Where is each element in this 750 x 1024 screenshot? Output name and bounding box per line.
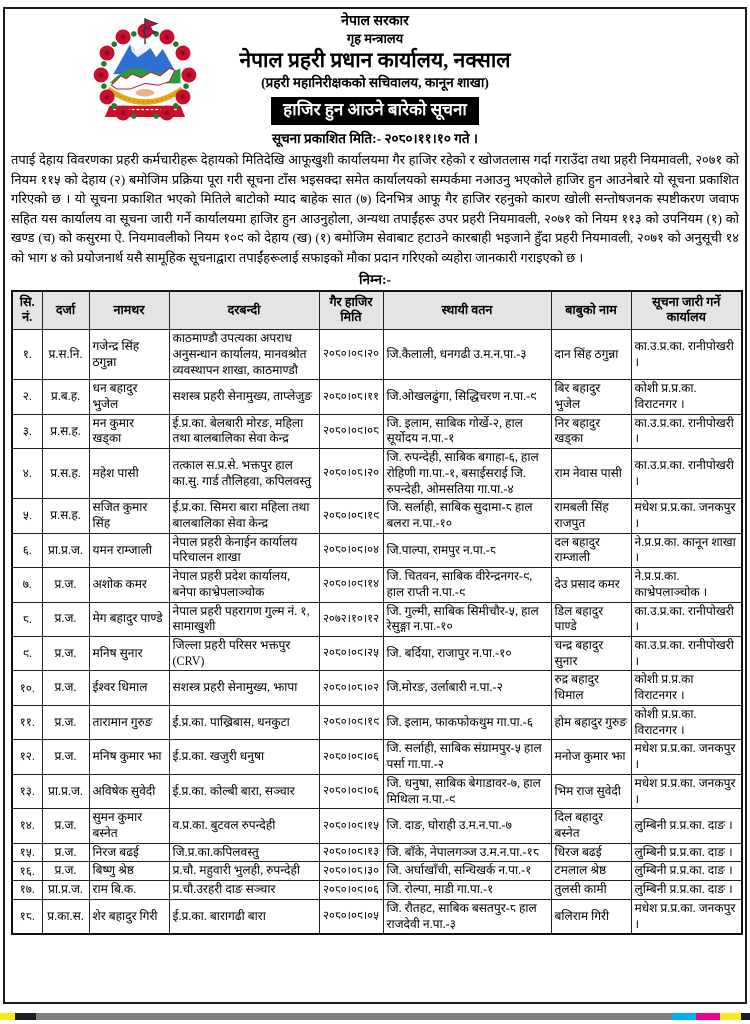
table-cell: जि.ओखलढुंगा, सिद्धिचरण न.पा.-९: [383, 380, 551, 414]
table-cell: मनिष सुनार: [89, 637, 169, 671]
table-cell: प्र.का.स.: [42, 899, 89, 934]
table-cell: २०८०।०९।१९: [319, 705, 383, 739]
table-row: [12, 637, 742, 671]
table-cell: निर बहादुर खड्का: [551, 414, 631, 448]
table-cell: भिम राज सुवेदी: [551, 774, 631, 808]
table-row: [12, 533, 742, 567]
table-cell: १०.: [12, 671, 42, 705]
table-cell: २०८०।०९।१५: [319, 809, 383, 843]
table-cell: का.उ.प्र.का. रानीपोखरी ।: [631, 602, 742, 636]
table-row: [12, 449, 742, 499]
table-cell: बिर बहादुर भुजेल: [551, 380, 631, 414]
table-cell: २०८०।०८।०२: [319, 671, 383, 705]
ministry-line: गृह मन्त्रालय: [346, 30, 404, 46]
table-cell: १२.: [12, 740, 42, 774]
table-cell: का.उ.प्र.का. रानीपोखरी ।: [631, 414, 742, 448]
table-cell: दान सिंह ठगुन्ना: [551, 330, 631, 380]
table-cell: मनिष कुमार झा: [89, 740, 169, 774]
table-cell: २०८०।०९।२५: [319, 637, 383, 671]
table-cell: २०८०।०८।३०: [319, 862, 383, 881]
office-title: नेपाल प्रहरी प्रधान कार्यालय, नक्साल: [239, 47, 511, 72]
absentee-table: [11, 290, 743, 936]
table-cell: तुलसी कामी: [551, 881, 631, 900]
print-bar-segment: [741, 1013, 750, 1020]
print-bar-segment: [0, 1013, 15, 1020]
table-cell: जि. बाँके, नेपालगञ्ज उ.म.न.पा.-१८: [383, 843, 551, 862]
published-date: सूचना प्रकाशित मिति:- २०८०।११।१० गते ।: [271, 130, 479, 146]
table-cell: टमलाल श्रेष्ठ: [551, 862, 631, 881]
table-cell: प्र.ज.: [42, 568, 89, 602]
print-bar-segment: [720, 1013, 741, 1020]
table-cell: अविषेक सुवेदी: [89, 774, 169, 808]
table-cell: सशस्त्र प्रहरी सेनामुख्य, ताप्लेजुङ: [169, 380, 319, 414]
table-cell: ई.प्र.का. खजुरी धनुषा: [169, 740, 319, 774]
column-header: दरबन्दी: [169, 291, 319, 330]
table-cell: मेग बहादुर पाण्डे: [89, 602, 169, 636]
document-frame: [3, 7, 747, 1004]
table-cell: ने.प्र.प्र.का. कानून शाखा ।: [631, 533, 742, 567]
table-cell: २०८०।०९।०५: [319, 899, 383, 934]
table-cell: जि. रोल्पा, माडी गा.पा.-१: [383, 881, 551, 900]
table-row: [12, 862, 742, 881]
table-cell: १४.: [12, 809, 42, 843]
table-cell: मधेश प्र.प्र.का. जनकपुर ।: [631, 740, 742, 774]
table-row: [12, 705, 742, 739]
table-cell: नेपाल प्रहरी पहरागण गुल्म नं. १, सामाखुशी: [169, 602, 319, 636]
table-cell: १३.: [12, 774, 42, 808]
print-bar-segment: [15, 1013, 36, 1020]
table-cell: जि. सर्लाही, साबिक सुदामा-८ हाल बलरा न.पा.-१०: [383, 499, 551, 533]
table-cell: दल बहादुर राम्जाली: [551, 533, 631, 567]
table-cell: शेर बहादुर गिरी: [89, 899, 169, 934]
following-label: निम्न:-: [358, 271, 392, 287]
table-row: [12, 380, 742, 414]
table-cell: ८.: [12, 602, 42, 636]
notice-body-paragraph: तपाई देहाय विवरणका प्रहरी कर्मचारीहरू देहायको मितिदेखि आफूखुशी कार्यालयमा गैर हाजिर रहेको र खोजतलास गर्दा गराउँदा तथा प्रहरी नियमावली, २०७१ को नियम ११५ को देहाय (२) बमोजिम प्रक्रिया पूरा गरी सूचना टाँस भइसक्दा समेत कार्यालयको सम्पर्कमा नआउनु भएकोले हाजिर हुन आउनेबारे यो सूचना प्रकाशित गरिएको छ । यो सूचना प्रकाशित भएको मितिले बाटोको म्याद बाहेक सात (७) दिनभित्र आफू गैर हाजिर रहनुको कारण खोली सन्तोषजनक स्पष्टीकरण जवाफ सहित यस कार्यालय वा सूचना जारी गर्ने कार्यालयमा हाजिर हुन आउनुहोला, अन्यथा तपाईंहरू उपर प्रहरी नियमावली, २०७१ को नियम ११३ को उपनियम (१) को खण्ड (च) को कसुरमा ऐ. नियमावलीको नियम १०९ को देहाय (ख) (१) बमोजिम सेवाबाट हटाउने कारबाही भइजाने हुँदा प्रहरी नियमावली, २०७१ को अनुसूची १४ को भाग ४ को प्रयोजनार्थ यसै सामूहिक सूचनाद्वारा तपाईंहरूलाई सफाइको मौका प्रदान गरिएको व्यहोरा जानकारी गराइएको छ ।: [11, 152, 739, 266]
table-cell: २०८०।०९।२०: [319, 330, 383, 380]
table-cell: प्र.ब.ह.: [42, 380, 89, 414]
table-row: [12, 881, 742, 900]
letterhead: [11, 11, 739, 147]
table-cell: लुम्बिनी प्र.प्र.का. दाङ ।: [631, 843, 742, 862]
table-cell: काठमाण्डौ उपत्यका अपराध अनुसन्धान कार्यालय, मानवश्रोत व्यवस्थापन शाखा, काठमाण्डौ: [169, 330, 319, 380]
secretariat-line: (प्रहरी महानिरीक्षकको सचिवालय, कानून शाखा): [261, 75, 489, 91]
table-cell: ४.: [12, 449, 42, 499]
table-body: [12, 330, 742, 935]
table-cell: ७.: [12, 568, 42, 602]
table-cell: २०८०।०९।०६: [319, 740, 383, 774]
table-cell: २०८०।०९।०८: [319, 414, 383, 448]
table-cell: ६.: [12, 533, 42, 567]
table-row: [12, 774, 742, 808]
nepal-coat-of-arms-icon: [89, 15, 201, 135]
table-cell: नेपाल प्रहरी केनाईन कार्यालय परिचालन शाखा: [169, 533, 319, 567]
table-header: [12, 291, 742, 330]
table-cell: ई.प्र.का. बारागढी बारा: [169, 899, 319, 934]
table-row: [12, 414, 742, 448]
table-cell: बिष्णु श्रेष्ठ: [89, 862, 169, 881]
table-cell: प्र.ज.: [42, 705, 89, 739]
notice-title: हाजिर हुन आउने बारेको सूचना: [271, 97, 479, 125]
table-cell: जि. दाङ, घोराही उ.म.न.पा.-७: [383, 809, 551, 843]
table-cell: २.: [12, 380, 42, 414]
table-cell: प्र.चौ. महुवारी भुलही, रुपन्देही: [169, 862, 319, 881]
table-cell: प्र.ज.: [42, 602, 89, 636]
table-cell: प्र.स.नि.: [42, 330, 89, 380]
column-header: सि. नं.: [12, 291, 42, 330]
table-cell: रुद्र बहादुर धिमाल: [551, 671, 631, 705]
table-cell: प्र.स.ह.: [42, 499, 89, 533]
table-cell: धन बहादुर भुजेल: [89, 380, 169, 414]
table-cell: प्र.ज.: [42, 862, 89, 881]
table-cell: २०८०।०८।२०: [319, 449, 383, 499]
table-cell: ३.: [12, 414, 42, 448]
table-cell: कोशी प्र.प्र.का. विराटनगर ।: [631, 705, 742, 739]
table-cell: मधेश प्र.प्र.का. जनकपुर ।: [631, 499, 742, 533]
table-cell: जि. चितवन, साबिक वीरेन्द्रनगर-९, हाल राप्ती न.पा.-९: [383, 568, 551, 602]
table-cell: लुम्बिनी प्र.प्र.का. दाङ ।: [631, 809, 742, 843]
table-row: [12, 809, 742, 843]
table-cell: जि. धनुषा, साबिक बेगाडावर-७, हाल मिथिला न.पा.-९: [383, 774, 551, 808]
table-cell: सुमन कुमार बस्नेत: [89, 809, 169, 843]
table-cell: ईश्वर धिमाल: [89, 671, 169, 705]
table-cell: ई.प्र.का. सिमरा बारा महिला तथा बालबालिका सेवा केन्द्र: [169, 499, 319, 533]
table-cell: प्र.ज.: [42, 671, 89, 705]
table-cell: १७.: [12, 881, 42, 900]
table-cell: १८.: [12, 899, 42, 934]
table-cell: राम बि.क.: [89, 881, 169, 900]
table-cell: जि. रुपन्देही, साबिक बगाहा-६, हाल रोहिणी गा.पा.-१, बसाईसराई जि. रुपन्देही, ओमसतिया गा.पा.-४: [383, 449, 551, 499]
table-row: [12, 899, 742, 934]
table-cell: प्र.ज.: [42, 740, 89, 774]
print-bar-segment: [672, 1013, 696, 1020]
table-cell: का.उ.प्र.का. रानीपोखरी ।: [631, 330, 742, 380]
column-header: सूचना जारी गर्ने कार्यालय: [631, 291, 742, 330]
table-cell: चन्द्र बहादुर सुनार: [551, 637, 631, 671]
table-cell: प्र.स.ह.: [42, 414, 89, 448]
table-row: [12, 330, 742, 380]
table-cell: कोशी प्र.प्र.का विराटनगर ।: [631, 671, 742, 705]
table-cell: प्र.स.ह.: [42, 449, 89, 499]
table-cell: देउ प्रसाद कमर: [551, 568, 631, 602]
table-cell: रामबली सिंह राजपुत: [551, 499, 631, 533]
table-cell: लुम्बिनी प्र.प्र.का. दाङ ।: [631, 862, 742, 881]
table-cell: जिल्ला प्रहरी परिसर भक्तपुर (CRV): [169, 637, 319, 671]
table-cell: २०८०।०९।०४: [319, 533, 383, 567]
table-cell: २०८०।०९।१९: [319, 499, 383, 533]
table-cell: मन कुमार खड्का: [89, 414, 169, 448]
table-cell: प्र.ज.: [42, 843, 89, 862]
table-cell: मधेश प्र.प्र.का. जनकपुर ।: [631, 774, 742, 808]
table-cell: ९.: [12, 637, 42, 671]
column-header: दर्जा: [42, 291, 89, 330]
table-cell: जि. बर्दिया, राजापुर न.पा.-१०: [383, 637, 551, 671]
table-cell: जि. अर्घाखाँची, सन्धिखर्क न.पा.-१: [383, 862, 551, 881]
table-cell: ५.: [12, 499, 42, 533]
column-header: बाबुको नाम: [551, 291, 631, 330]
table-cell: ११.: [12, 705, 42, 739]
table-cell: मनोज कुमार झा: [551, 740, 631, 774]
table-cell: मधेश प्र.प्र.का. जनकपुर ।: [631, 899, 742, 934]
table-cell: २०७२।१०।१२: [319, 602, 383, 636]
table-cell: ने.प्र.प्र.का. काभ्रेपलाञ्चोक ।: [631, 568, 742, 602]
table-cell: प्रा.प्र.ज.: [42, 533, 89, 567]
table-cell: ई.प्र.का. कोल्बी बारा, सञ्चार: [169, 774, 319, 808]
table-row: [12, 568, 742, 602]
table-cell: १६.: [12, 862, 42, 881]
table-cell: बलिराम गिरी: [551, 899, 631, 934]
table-cell: जि. इलाम, फाकफोकथुम गा.पा.-६: [383, 705, 551, 739]
table-cell: ई.प्र.का. पाख्रिबास, धनकुटा: [169, 705, 319, 739]
table-cell: नेपाल प्रहरी प्रदेश कार्यालय, बनेपा काभ्रेपलाञ्चोक: [169, 568, 319, 602]
table-cell: डिल बहादुर पाण्डे: [551, 602, 631, 636]
table-row: [12, 740, 742, 774]
table-cell: धिरज बढई: [551, 843, 631, 862]
table-header-row: [12, 291, 742, 330]
table-cell: तत्काल स.प्र.से. भक्तपुर हाल का.सु. गार्ड तौलिहवा, कपिलवस्तु: [169, 449, 319, 499]
table-cell: १५.: [12, 843, 42, 862]
column-header: गैर हाजिर मिति: [319, 291, 383, 330]
table-cell: सजित कुमार सिंह: [89, 499, 169, 533]
table-cell: महेश पासी: [89, 449, 169, 499]
table-cell: दिल बहादुर बस्नेत: [551, 809, 631, 843]
column-header: स्थायी वतन: [383, 291, 551, 330]
table-cell: तारामान गुरुङ: [89, 705, 169, 739]
table-cell: जि.मोरङ, उर्लाबारी न.पा.-२: [383, 671, 551, 705]
table-cell: जि.प्र.का.कपिलवस्तु: [169, 843, 319, 862]
table-cell: जि. सर्लाही, साबिक संग्रामपुर-५ हाल पर्सा गा.पा.-२: [383, 740, 551, 774]
table-cell: का.उ.प्र.का. रानीपोखरी ।: [631, 449, 742, 499]
table-cell: व.प्र.का. बुटवल रुपन्देही: [169, 809, 319, 843]
table-cell: होम बहादुर गुरुङ: [551, 705, 631, 739]
print-bar-segment: [696, 1013, 720, 1020]
table-cell: २०८०।०९।१४: [319, 568, 383, 602]
table-cell: जि. गुल्मी, साबिक सिमीचौर-५, हाल रेसुङ्गा न.पा.-१०: [383, 602, 551, 636]
table-row: [12, 671, 742, 705]
table-cell: यमन राम्जाली: [89, 533, 169, 567]
column-header: नामथर: [89, 291, 169, 330]
table-cell: १.: [12, 330, 42, 380]
table-row: [12, 843, 742, 862]
table-row: [12, 602, 742, 636]
table-cell: अशोक कमर: [89, 568, 169, 602]
print-bar-segment: [36, 1013, 672, 1020]
table-cell: प्र.ज.: [42, 809, 89, 843]
table-cell: निरज बढई: [89, 843, 169, 862]
table-cell: प्र.ज.: [42, 637, 89, 671]
table-cell: का.उ.प्र.का. रानीपोखरी ।: [631, 637, 742, 671]
government-line: नेपाल सरकार: [341, 14, 409, 29]
table-cell: २०८०।०९।१३: [319, 843, 383, 862]
table-row: [12, 499, 742, 533]
table-cell: जि. इलाम, साबिक गोर्खे-२, हाल सूर्योदय न.पा.-१: [383, 414, 551, 448]
table-cell: २०८०।०९।०६: [319, 774, 383, 808]
table-cell: प्रा.प्र.ज.: [42, 881, 89, 900]
table-cell: कोशी प्र.प्र.का. विराटनगर ।: [631, 380, 742, 414]
table-cell: प्रा.प्र.ज.: [42, 774, 89, 808]
table-cell: गजेन्द्र सिंह ठगुन्ना: [89, 330, 169, 380]
table-cell: सशस्त्र प्रहरी सेनामुख्य, झापा: [169, 671, 319, 705]
table-cell: राम नेवास पासी: [551, 449, 631, 499]
print-registration-bar: [0, 1013, 750, 1020]
table-cell: लुम्बिनी प्र.प्र.का. दाङ ।: [631, 881, 742, 900]
table-cell: जि.पाल्पा, रामपुर न.पा.-८: [383, 533, 551, 567]
table-cell: २०८०।०८।११: [319, 380, 383, 414]
table-cell: ई.प्र.का. बेलबारी मोरङ, महिला तथा बालबालिका सेवा केन्द्र: [169, 414, 319, 448]
table-cell: प्र.चौ.उरहरी दाङ सञ्चार: [169, 881, 319, 900]
table-cell: २०८०।०९।०६: [319, 881, 383, 900]
table-cell: जि.कैलाली, धनगढी उ.म.न.पा.-३: [383, 330, 551, 380]
table-cell: जि. रौतहट, साबिक बसतपुर-८ हाल राजदेवी न.पा.-३: [383, 899, 551, 934]
